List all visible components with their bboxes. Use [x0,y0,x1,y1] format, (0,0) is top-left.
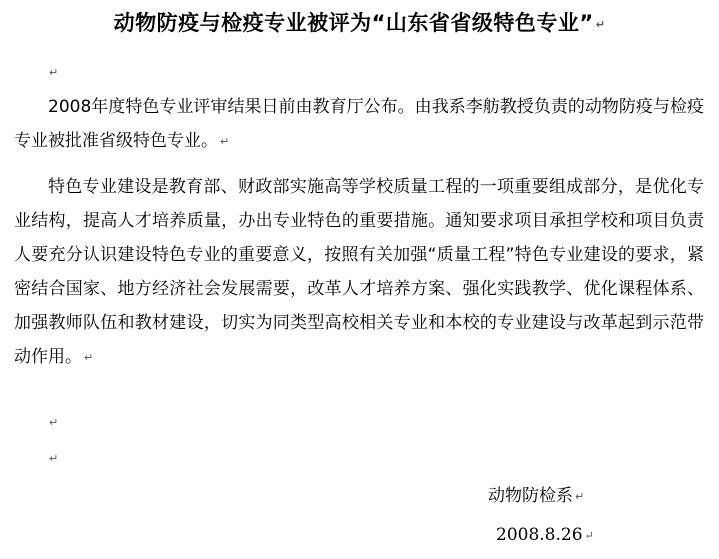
paragraph-mark-icon: ↵ [84,350,94,364]
paragraph-announcement [14,90,704,158]
document-title-text: 动物防疫与检疫专业被评为“山东省省级特色专业” [113,11,594,35]
paragraph-text: 2008年度特色专业评审结果日前由教育厅公布。由我系李舫教授负责的动物防疫与检疫专业被批准省级特色专业。 [14,97,704,151]
paragraph-mark-icon: ↵ [584,529,594,542]
signature-department-text: 动物防检系 [488,486,573,506]
signature-department [488,484,584,508]
paragraph-details [14,170,704,374]
paragraph-text: 特色专业建设是教育部、财政部实施高等学校质量工程的一项重要组成部分，是优化专业结构，提高人才培养质量，办出专业特色的重要措施。通知要求项目承担学校和项目负责人要充分认识建设特色专业的重要意义，按照有关加强“质量工程”特色专业建设的要求，紧密结合国家、地方经济社会发展需要，改革人才培养方案、强化实践教学、优化课程体系、加强教师队伍和教材建设，切实为同类型高校相关专业和本校的专业建设与改革起到示范带动作用。 [14,177,704,367]
paragraph-mark-icon: ↵ [49,416,59,429]
paragraph-mark-icon: ↵ [49,66,59,79]
document-title [0,8,719,38]
paragraph-mark-icon: ↵ [49,452,59,465]
paragraph-mark-icon: ↵ [595,17,606,31]
signature-date-text: 2008.8.26 [496,525,583,545]
signature-date [496,523,594,547]
paragraph-mark-icon: ↵ [575,489,585,503]
paragraph-mark-icon: ↵ [220,134,230,148]
